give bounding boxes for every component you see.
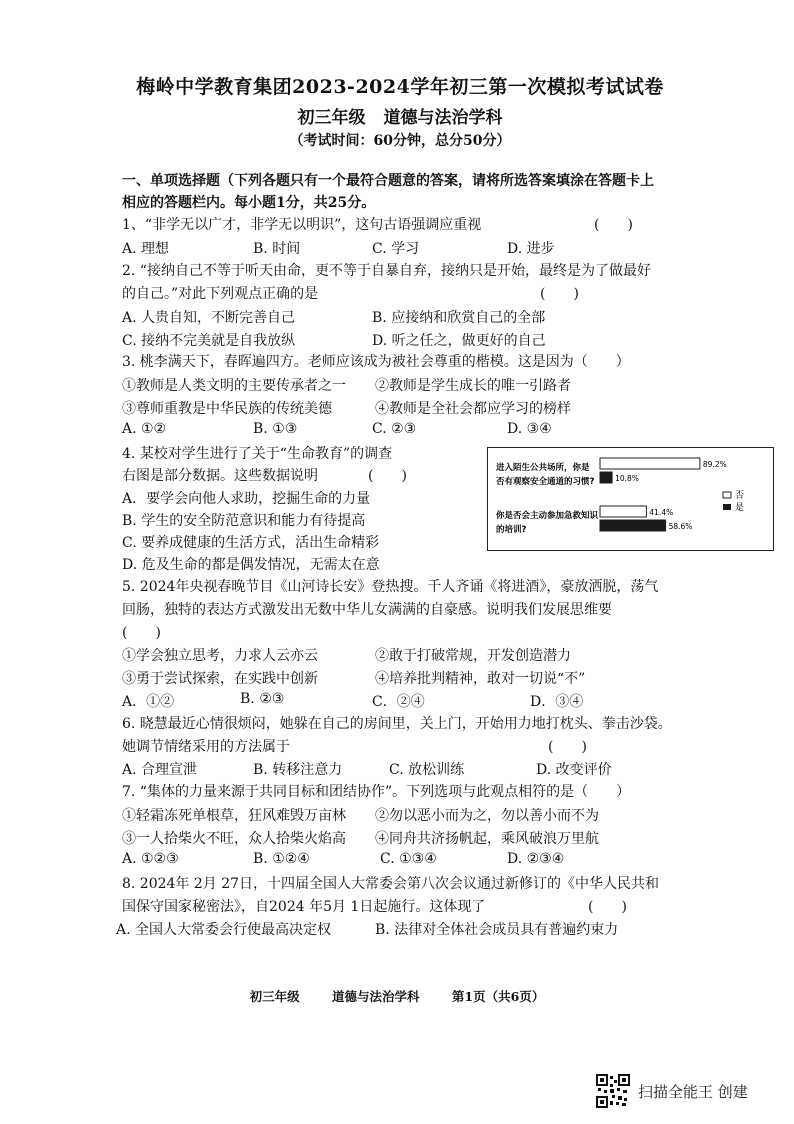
bar-label-no-category-2: 41.4%: [649, 508, 674, 517]
q4-line1: 4. 某校对学生进行了关于“生命教育”的调查: [122, 446, 393, 462]
q7-statement-3: ③一人拾柴火不旺，众人拾柴火焰高: [122, 831, 346, 847]
q8-answer-paren: ( ): [588, 899, 627, 915]
q7-option-b: B. ①②④: [253, 851, 310, 867]
q2-line1: 2. “接纳自己不等于听天由命，更不等于自暴自弃，接纳只是开始，最终是为了做最好: [122, 263, 651, 279]
q3-stem: 3. 桃李满天下，春晖遍四方。老师应该成为被社会尊重的楷模。这是因为（ ）: [122, 354, 630, 370]
bar-label-yes-category-2: 58.6%: [668, 522, 693, 531]
q7-option-d: D. ②③④: [507, 851, 565, 867]
q3-option-a: A. ①②: [122, 421, 167, 437]
legend-label-no: 否: [735, 491, 745, 501]
q1-option-a: A. 理想: [122, 241, 170, 257]
q5-statement-4: ④培养批判精神，敢对一切说“不”: [375, 671, 586, 687]
q5-option-a: A．①②: [122, 694, 175, 710]
q5-line1: 5. 2024年央视春晚节目《山河诗长安》登热搜。千人齐诵《将进酒》，豪放洒脱，荡气: [122, 579, 659, 595]
bar-no-category-1: [600, 458, 700, 469]
scanner-watermark-text: 扫描全能王 创建: [638, 1082, 748, 1101]
q4-option-b: B. 学生的安全防范意识和能力有待提高: [122, 513, 366, 529]
q5-statement-3: ③勇于尝试探索，在实践中创新: [122, 671, 318, 687]
q7-statement-4: ④同舟共济扬帆起，乘风破浪万里航: [375, 831, 599, 847]
q5-option-b: B. ②③: [240, 691, 285, 707]
q8-option-b: B. 法律对全体社会成员具有普遍约束力: [375, 922, 619, 938]
qr-code-icon: [596, 1074, 630, 1108]
chart-category-2-line2: 的培训?: [496, 525, 527, 535]
q2-answer-paren: ( ): [540, 286, 579, 302]
scanner-watermark: [596, 1074, 748, 1108]
q2-line2: 的自己。”对此下列观点正确的是: [122, 286, 319, 302]
q5-option-d: D．③④: [530, 694, 584, 710]
subject-label: 道德与法治学科: [383, 108, 503, 128]
q6-option-a: A. 合理宣泄: [122, 762, 198, 778]
q5-statement-1: ①学会独立思考，力求人云亦云: [122, 648, 318, 664]
q4-option-a: A．要学会向他人求助，挖掘生命的力量: [122, 491, 371, 507]
q8-option-a: A. 全国人大常委会行使最高决定权: [116, 922, 332, 938]
q8-line2: 国保守国家秘密法》，自2024 年5月 1日起施行。这体现了: [122, 899, 486, 915]
section-instruction-line1: 一、单项选择题（下列各题只有一个最符合题意的答案，请将所选答案填涂在答题卡上: [122, 173, 654, 189]
q2-option-d: D. 听之任之，做更好的自己: [372, 333, 546, 349]
q4-answer-paren: ( ): [368, 468, 407, 484]
q1-option-d: D. 进步: [507, 241, 555, 257]
q4-option-c: C. 要养成健康的生活方式，活出生命精彩: [122, 535, 380, 551]
survey-chart-svg: [488, 448, 773, 550]
q1-option-c: C. 学习: [372, 241, 420, 257]
legend-label-yes: 是: [735, 503, 745, 513]
grade-label: 初三年级: [297, 108, 366, 128]
q5-answer-paren: ( ): [122, 625, 161, 641]
q6-line1: 6. 晓慧最近心情很烦闷，她躲在自己的房间里，关上门，开始用力地打枕头、拳击沙袋。: [122, 716, 672, 732]
q3-statement-4: ④教师是全社会都应学习的榜样: [375, 401, 571, 417]
bar-label-yes-category-1: 10.8%: [615, 474, 639, 483]
bar-no-category-2: [600, 506, 646, 517]
bar-yes-category-1: [600, 472, 612, 483]
survey-chart: [487, 447, 774, 551]
q6-option-b: B. 转移注意力: [253, 762, 343, 778]
exam-subtitle: [60, 103, 740, 128]
q7-stem: 7. “集体的力量来源于共同目标和团结协作”。下列选项与此观点相符的是（ ）: [122, 784, 631, 800]
exam-time-info: （考试时间：60分钟，总分50分）: [289, 133, 511, 149]
q7-statement-1: ①轻霜冻死单根草，狂风难毁万亩林: [122, 808, 346, 824]
q1-option-b: B. 时间: [253, 241, 301, 257]
q5-option-c: C．②④: [372, 694, 425, 710]
chart-category-2-line1: 你是否会主动参加急救知识: [496, 511, 599, 521]
q2-option-b: B. 应接纳和欣赏自己的全部: [372, 310, 546, 326]
q1-stem: 1、“非学无以广才，非学无以明识”，这句古语强调应重视: [122, 217, 482, 233]
chart-category-1-line2: 否有观察安全通道的习惯?: [496, 477, 595, 487]
q5-statement-2: ②敢于打破常规，开发创造潜力: [375, 648, 571, 664]
q3-option-d: D. ③④: [507, 421, 552, 437]
chart-category-1-line1: 进入陌生公共场所，你是: [496, 463, 590, 473]
footer-grade: 初三年级: [249, 989, 300, 1004]
exam-title: 梅岭中学教育集团2023-2024学年初三第一次模拟考试试卷: [136, 76, 664, 98]
q5-line2: 回肠，独特的表达方式激发出无数中华儿女满满的自豪感。说明我们发展思维要: [122, 602, 612, 618]
q3-statement-2: ②教师是学生成长的唯一引路者: [375, 378, 571, 394]
q6-option-c: C. 放松训练: [389, 762, 465, 778]
q7-statement-2: ②勿以恶小而为之，勿以善小而不为: [375, 808, 599, 824]
legend-swatch-no: [723, 492, 731, 498]
bar-label-no-category-1: 89.2%: [702, 460, 727, 469]
footer-page-number: 第1页（共6页）: [451, 989, 545, 1004]
q2-option-a: A. 人贵自知，不断完善自己: [122, 310, 296, 326]
page-footer: [0, 987, 794, 1005]
bar-yes-category-2: [600, 520, 666, 531]
q2-option-c: C. 接纳不完美就是自我放纵: [122, 333, 296, 349]
q7-option-c: C. ①③④: [380, 851, 437, 867]
legend-swatch-yes: [723, 504, 731, 510]
q3-statement-3: ③尊师重教是中华民族的传统美德: [122, 401, 332, 417]
q7-option-a: A. ①②③: [122, 851, 179, 867]
footer-subject: 道德与法治学科: [332, 989, 420, 1004]
q3-option-c: C. ②③: [372, 421, 417, 437]
q4-line2: 右图是部分数据。这些数据说明: [122, 468, 318, 484]
q6-answer-paren: ( ): [548, 739, 587, 755]
section-instruction-line2: 相应的答题栏内。每小题1分，共25分。: [122, 195, 376, 211]
q3-statement-1: ①教师是人类文明的主要传承者之一: [122, 378, 346, 394]
q1-answer-paren: ( ): [594, 217, 633, 233]
q3-option-b: B. ①③: [253, 421, 298, 437]
q4-option-d: D. 危及生命的都是偶发情况，无需太在意: [122, 557, 380, 573]
q6-line2: 她调节情绪采用的方法属于: [122, 739, 290, 755]
q6-option-d: D. 改变评价: [536, 762, 612, 778]
q8-line1: 8. 2024年 2月 27日，十四届全国人大常委会第八次会议通过新修订的《中华人民共和: [122, 876, 660, 892]
